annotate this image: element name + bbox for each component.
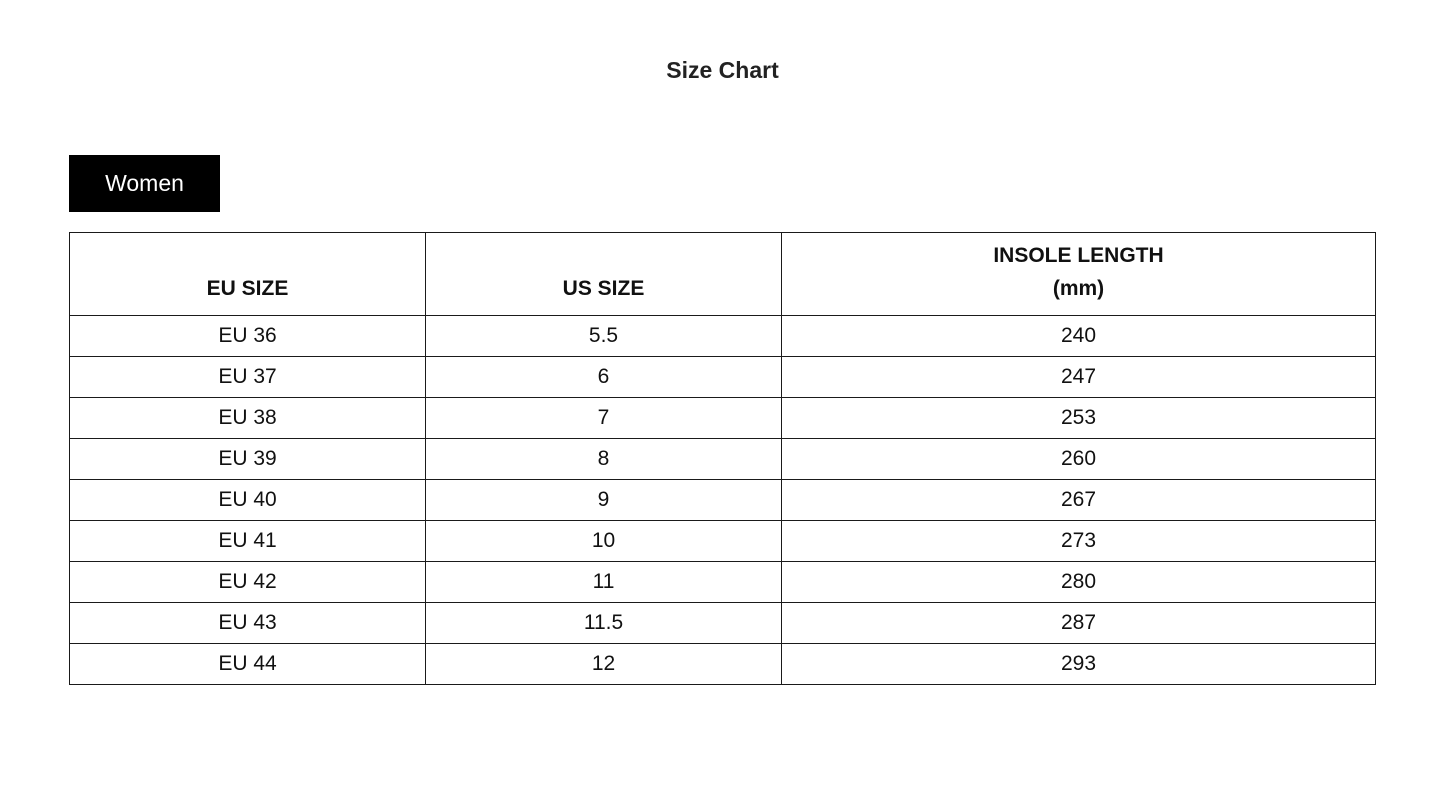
cell-eu-size: EU 44	[70, 644, 426, 685]
cell-insole-length: 267	[782, 480, 1376, 521]
table-row	[70, 357, 1376, 398]
cell-insole-length: 260	[782, 439, 1376, 480]
cell-us-size: 7	[426, 398, 782, 439]
cell-insole-length: 247	[782, 357, 1376, 398]
cell-insole-length: 287	[782, 603, 1376, 644]
header-eu-size: EU SIZE	[70, 233, 426, 316]
cell-us-size: 9	[426, 480, 782, 521]
page-title: Size Chart	[666, 57, 779, 83]
cell-eu-size: EU 43	[70, 603, 426, 644]
tab-women[interactable]: Women	[69, 155, 220, 212]
cell-eu-size: EU 42	[70, 562, 426, 603]
table-header-row	[70, 233, 1376, 316]
table-row	[70, 439, 1376, 480]
table-row	[70, 603, 1376, 644]
cell-eu-size: EU 37	[70, 357, 426, 398]
table-row	[70, 521, 1376, 562]
cell-insole-length: 273	[782, 521, 1376, 562]
table-row	[70, 316, 1376, 357]
header-insole-length	[782, 233, 1376, 316]
cell-insole-length: 293	[782, 644, 1376, 685]
cell-eu-size: EU 40	[70, 480, 426, 521]
cell-eu-size: EU 36	[70, 316, 426, 357]
cell-insole-length: 253	[782, 398, 1376, 439]
cell-us-size: 8	[426, 439, 782, 480]
cell-us-size: 12	[426, 644, 782, 685]
cell-us-size: 11	[426, 562, 782, 603]
cell-us-size: 5.5	[426, 316, 782, 357]
cell-insole-length: 240	[782, 316, 1376, 357]
cell-us-size: 10	[426, 521, 782, 562]
cell-us-size: 11.5	[426, 603, 782, 644]
cell-us-size: 6	[426, 357, 782, 398]
header-insole-length-label: INSOLE LENGTH	[993, 244, 1164, 267]
cell-eu-size: EU 41	[70, 521, 426, 562]
header-us-size: US SIZE	[426, 233, 782, 316]
cell-eu-size: EU 39	[70, 439, 426, 480]
table-row	[70, 562, 1376, 603]
size-chart-table	[69, 232, 1376, 685]
cell-eu-size: EU 38	[70, 398, 426, 439]
table-row	[70, 398, 1376, 439]
table-row	[70, 480, 1376, 521]
cell-insole-length: 280	[782, 562, 1376, 603]
header-insole-length-unit: (mm)	[1052, 277, 1105, 300]
table-row	[70, 644, 1376, 685]
